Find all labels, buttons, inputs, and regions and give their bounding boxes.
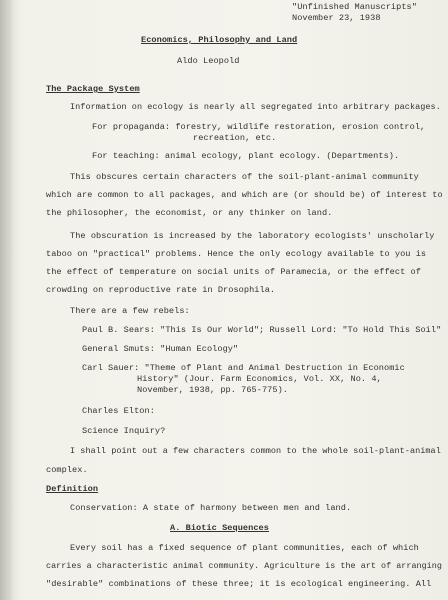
rebel-entry-continued: November, 1938, pp. 765-775). <box>137 385 289 395</box>
paragraph-line: crowding on reproductive rate in Drosophila. <box>46 285 276 295</box>
closing-line: complex. <box>46 465 88 475</box>
rebel-entry: Carl Sauer: "Theme of Plant and Animal Destruction in Economic <box>82 363 405 373</box>
manuscript-date: November 23, 1938 <box>292 13 381 23</box>
paragraph-line: This obscures certain characters of the soil-plant-animal community <box>70 172 419 182</box>
paragraph-line: the philosopher, the economist, or any thinker on land. <box>46 208 333 218</box>
package-intro: Information on ecology is nearly all segregated into arbitrary packages. <box>70 102 441 112</box>
conservation-definition: Conservation: A state of harmony between men and land. <box>70 503 352 513</box>
paragraph-line: the effect of temperature on social units of Paramecia, or the effect of <box>46 267 421 277</box>
page-title: Economics, Philosophy and Land <box>141 35 298 45</box>
paragraph-line: which are common to all packages, and which are (or should be) of interest to <box>46 190 443 200</box>
teaching-line: For teaching: animal ecology, plant ecology. (Departments). <box>92 151 400 161</box>
rebel-entry: Charles Elton: <box>82 406 155 416</box>
rebels-intro: There are a few rebels: <box>70 306 190 316</box>
rebel-entry: Paul B. Sears: "This Is Our World"; Russell Lord: "To Hold This Soil" <box>82 325 442 335</box>
rebel-entry: Science Inquiry? <box>82 426 166 436</box>
page-gutter-shadow <box>0 0 14 600</box>
section-heading-package-system: The Package System <box>46 84 140 94</box>
propaganda-line-2: recreation, etc. <box>193 133 277 143</box>
closing-line: I shall point out a few characters common to the whole soil-plant-animal <box>70 446 441 456</box>
paragraph-line: carries a characteristic animal community. Agriculture is the art of arranging <box>46 561 442 571</box>
author-name: Aldo Leopold <box>177 56 240 66</box>
paragraph-line: Every soil has a fixed sequence of plant communities, each of which <box>70 543 419 553</box>
section-heading-definition: Definition <box>46 484 99 494</box>
rebel-entry: General Smuts: "Human Ecology" <box>82 344 239 354</box>
collection-label: "Unfinished Manuscripts" <box>292 2 417 12</box>
paragraph-line: taboo on "practical" problems. Hence the only ecology available to you is <box>46 249 427 259</box>
paragraph-line: "desirable" combinations of these three; it is ecological engineering. All <box>46 579 432 589</box>
rebel-entry-continued: History" (Jour. Farm Economics, Vol. XX, No. 4, <box>137 374 382 384</box>
propaganda-line-1: For propaganda: forestry, wildlife restoration, erosion control, <box>92 122 426 132</box>
section-heading-biotic-sequences: A. Biotic Sequences <box>170 523 269 533</box>
paragraph-line: The obscuration is increased by the laboratory ecologists' unscholarly <box>70 231 435 241</box>
